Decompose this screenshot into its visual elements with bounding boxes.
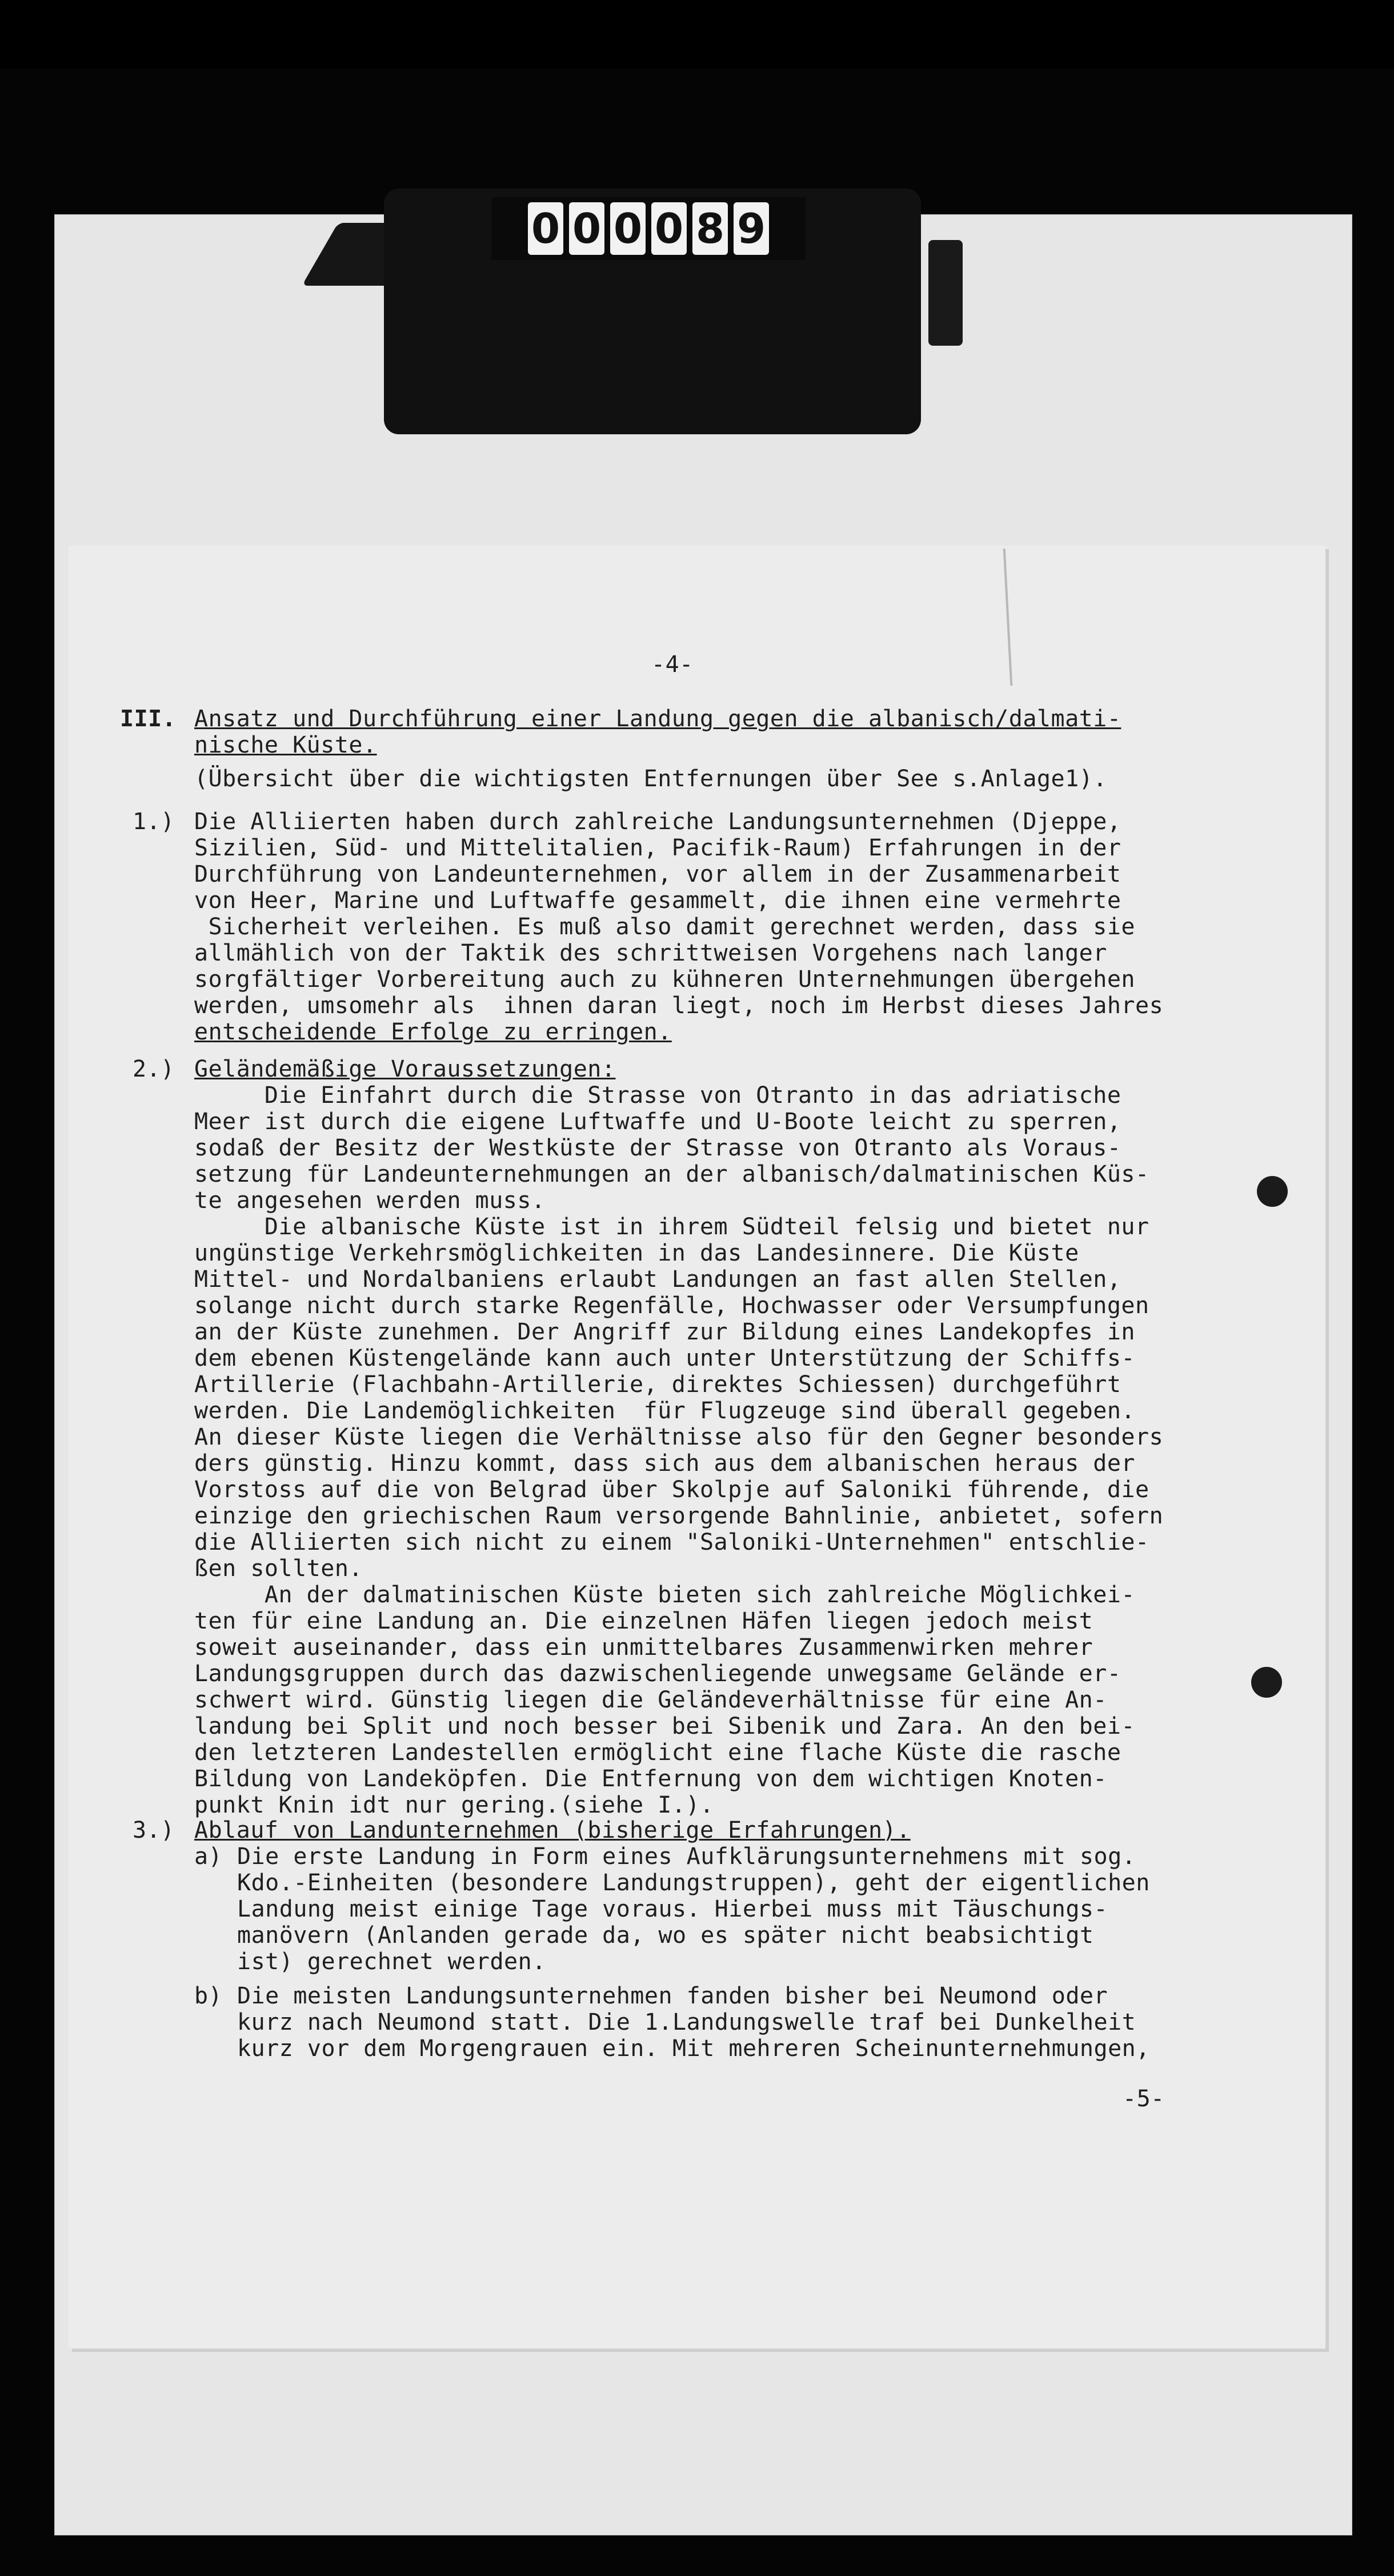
item2-line: Vorstoss auf die von Belgrad über Skolpje auf Saloniki führende, die — [194, 1477, 1149, 1503]
item1-line: allmählich von der Taktik des schrittweisen Vorgehens nach langer — [194, 940, 1107, 966]
item3a-line: Kdo.-Einheiten (besondere Landungstruppen), geht der eigentlichen — [237, 1870, 1150, 1896]
item2-line: Landungsgruppen durch das dazwischenliegende unwegsame Gelände er- — [194, 1661, 1121, 1687]
subitem-label: b) — [194, 1983, 223, 2009]
item2-line: ders günstig. Hinzu kommt, dass sich aus dem albanischen heraus der — [194, 1450, 1135, 1477]
subitem-label: a) — [194, 1843, 223, 1870]
section-note: (Übersicht über die wichtigsten Entfernungen über See s.Anlage1). — [194, 766, 1107, 792]
item1-line: entscheidende Erfolge zu erringen. — [194, 1019, 672, 1045]
punch-hole — [1251, 1667, 1282, 1698]
item-label: 1.) — [133, 809, 175, 835]
item2-line: ten für eine Landung an. Die einzelnen Häfen liegen jedoch meist — [194, 1608, 1093, 1634]
item3b-line: kurz nach Neumond statt. Die 1.Landungswelle traf bei Dunkelheit — [237, 2009, 1136, 2035]
item1-line: von Heer, Marine und Luftwaffe gesammelt, die ihnen eine vermehrte — [194, 887, 1121, 914]
item2-line: an der Küste zunehmen. Der Angriff zur Bildung eines Landekopfes in — [194, 1319, 1135, 1345]
section-number: III. — [120, 706, 177, 732]
item2-line: Bildung von Landeköpfen. Die Entfernung von dem wichtigen Knoten- — [194, 1766, 1107, 1792]
item3b-line: kurz vor dem Morgengrauen ein. Mit mehreren Scheinunternehmungen, — [237, 2035, 1150, 2062]
item2-line: dem ebenen Küstengelände kann auch unter Unterstützung der Schiffs- — [194, 1345, 1135, 1371]
item2-line: werden. Die Landemöglichkeiten für Flugzeuge sind überall gegeben. — [194, 1398, 1135, 1424]
counter-digit: 0 — [569, 202, 604, 255]
item2-line: An der dalmatinischen Küste bieten sich zahlreiche Möglichkei- — [194, 1582, 1135, 1608]
item1-line: Sizilien, Süd- und Mittelitalien, Pacifik-Raum) Erfahrungen in der — [194, 835, 1121, 861]
item2-line: solange nicht durch starke Regenfälle, Hochwasser oder Versumpfungen — [194, 1293, 1149, 1319]
item2-line: die Alliierten sich nicht zu einem "Saloniki-Unternehmen" entschlie- — [194, 1529, 1149, 1555]
item2-line: den letzteren Landestellen ermöglicht eine flache Küste die rasche — [194, 1739, 1121, 1766]
punch-hole — [1257, 1176, 1288, 1207]
counter-digit: 0 — [651, 202, 687, 255]
item2-line: te angesehen werden muss. — [194, 1187, 546, 1214]
item3a-line: manövern (Anlanden gerade da, wo es später nicht beabsichtigt — [237, 1922, 1094, 1949]
item2-line: soweit auseinander, dass ein unmittelbares Zusammenwirken mehrer — [194, 1634, 1093, 1661]
item2-line: schwert wird. Günstig liegen die Geländeverhältnisse für eine An- — [194, 1687, 1107, 1713]
item3a-line: Landung meist einige Tage voraus. Hierbei muss mit Täuschungs- — [237, 1896, 1108, 1922]
item3a-line: ist) gerechnet werden. — [237, 1949, 546, 1975]
item-label: 2.) — [133, 1056, 175, 1082]
item1-line: Sicherheit verleihen. Es muß also damit gerechnet werden, dass sie — [194, 914, 1135, 940]
section-heading-line: Ansatz und Durchführung einer Landung gegen die albanisch/dalmati- — [194, 706, 1121, 732]
counter-knob — [928, 240, 963, 346]
item1-line: werden, umsomehr als ihnen daran liegt, noch im Herbst dieses Jahres — [194, 993, 1164, 1019]
item1-line: Durchführung von Landeunternehmen, vor allem in der Zusammenarbeit — [194, 861, 1121, 887]
item2-line: ßen sollten. — [194, 1555, 363, 1582]
item-label: 3.) — [133, 1817, 175, 1843]
counter-digit: 0 — [528, 202, 563, 255]
item2-line: ungünstige Verkehrsmöglichkeiten in das Landesinnere. Die Küste — [194, 1240, 1079, 1266]
counter-digit: 8 — [692, 202, 728, 255]
item2-line: An dieser Küste liegen die Verhältnisse also für den Gegner besonders — [194, 1424, 1164, 1450]
item2-line: landung bei Split und noch besser bei Sibenik und Zara. An den bei- — [194, 1713, 1135, 1739]
item1-line: sorgfältiger Vorbereitung auch zu kühneren Unternehmungen übergehen — [194, 966, 1135, 993]
item2-line: Meer ist durch die eigene Luftwaffe und U-Boote leicht zu sperren, — [194, 1109, 1121, 1135]
counter-digit: 0 — [610, 202, 646, 255]
item2-line: sodaß der Besitz der Westküste der Strasse von Otranto als Voraus- — [194, 1135, 1121, 1161]
frame-counter — [491, 197, 806, 260]
next-page-marker: -5- — [1123, 2086, 1165, 2112]
item2-line: Mittel- und Nordalbaniens erlaubt Landungen an fast allen Stellen, — [194, 1266, 1121, 1293]
item2-line: Die albanische Küste ist in ihrem Südteil felsig und bietet nur — [194, 1214, 1149, 1240]
item2-line: Artillerie (Flachbahn-Artillerie, direktes Schiessen) durchgeführt — [194, 1371, 1121, 1398]
item3-heading: Ablauf von Landunternehmen (bisherige Erfahrungen). — [194, 1817, 911, 1843]
section-heading-line: nische Küste. — [194, 732, 377, 758]
item2-line: punkt Knin idt nur gering.(siehe I.). — [194, 1792, 714, 1818]
item2-heading: Geländemäßige Voraussetzungen: — [194, 1056, 616, 1082]
item2-line: setzung für Landeunternehmungen an der albanisch/dalmatinischen Küs- — [194, 1161, 1149, 1187]
item3a-line: Die erste Landung in Form eines Aufklärungsunternehmens mit sog. — [237, 1843, 1136, 1870]
counter-digit: 9 — [734, 202, 769, 255]
film-edge-top — [0, 0, 1394, 69]
item2-line: einzige den griechischen Raum versorgende Bahnlinie, anbietet, sofern — [194, 1503, 1164, 1529]
page-number: -4- — [651, 651, 694, 678]
item3b-line: Die meisten Landungsunternehmen fanden bisher bei Neumond oder — [237, 1983, 1108, 2009]
item1-line: Die Alliierten haben durch zahlreiche Landungsunternehmen (Djeppe, — [194, 809, 1121, 835]
item2-line: Die Einfahrt durch die Strasse von Otranto in das adriatische — [194, 1082, 1121, 1109]
